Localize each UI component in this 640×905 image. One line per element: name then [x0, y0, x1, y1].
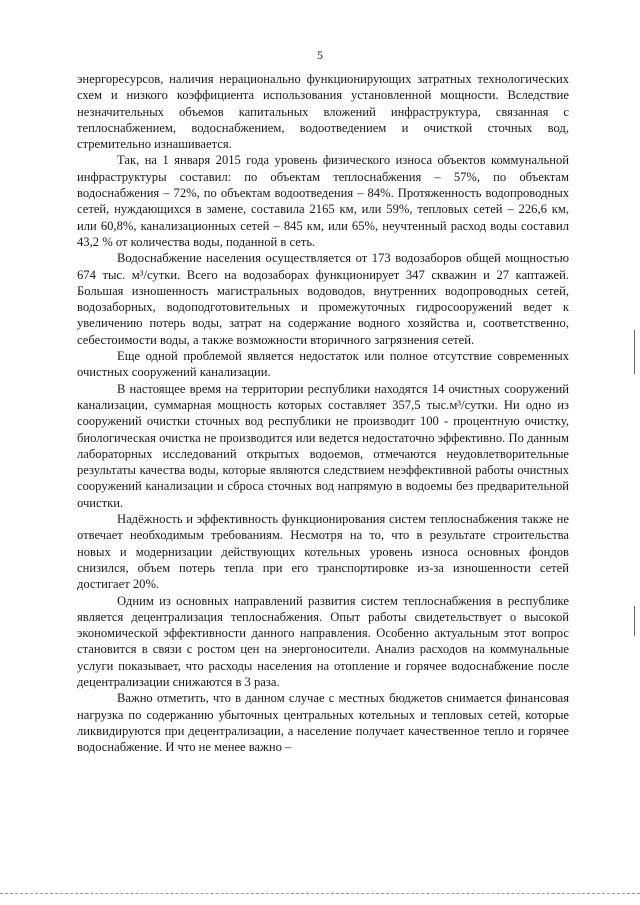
body-text — [77, 71, 569, 755]
paragraph-treatment-problem: Еще одной проблемой является недостаток или полное отсутствие современных очистных сооружений канализации. — [77, 349, 569, 380]
paragraph-heat-reliability: Надёжность и эффективность функционирования систем теплоснабжения также не отвечает необходимым требованиям. Несмотря на то, что в результате строительства новых и модернизации действующих котельных уровень износа основных фондов снизился, объем потерь тепла при его транспортировке из-за изношенности сетей достигает 20%. — [77, 512, 569, 592]
scan-edge-mark — [634, 330, 635, 374]
scan-edge-mark — [634, 606, 635, 636]
paragraph-water-supply: Водоснабжение населения осуществляется от 173 водозаборов общей мощностью 674 тыс. м³/сутки. Всего на водозаборах функционирует 347 скважин и 27 каптажей. Большая изношенность магистральных водоводов, внутренних водопроводных сетей, водозаборных, водоподготовительных и промежуточных гидросооружений ведет к увеличению потерь воды, затрат на содержание водного хозяйства и, соответственно, себестоимости воды, а также возможности вторичного загрязнения сетей. — [77, 251, 569, 347]
scan-bottom-edge — [0, 893, 640, 894]
page-number: 5 — [317, 48, 323, 62]
paragraph-decentralization: Одним из основных направлений развития систем теплоснабжения в республике является децентрализация теплоснабжения. Опыт работы свидетельствует о высокой экономической эффективности данного направления. Особенно актуальным этот вопрос становится в связи с ростом цен на энергоносители. Анализ расходов на коммунальные услуги показывает, что расходы населения на отопление и горячее водоснабжение после децентрализации снижаются в 3 раза. — [77, 593, 569, 689]
paragraph-sewage-facilities: В настоящее время на территории республики находятся 14 очистных сооружений канализации, суммарная мощность которых составляет 357,5 тыс.м³/сутки. Ни одно из сооружений очистки сточных вод республики не производит 100 - процентную очистку, биологическая очистка не производится или ведется недостаточно эффективно. По данным лабораторных исследований открытых водоемов, отмечаются неудовлетворительные результаты качества воды, которые являются следствием неэффективной работы очистных сооружений канализации и сброса сточных вод напрямую в водоемы без предварительной очистки. — [77, 381, 569, 510]
paragraph-physical-wear: Так, на 1 января 2015 года уровень физического износа объектов коммунальной инфраструктуры составил: по объектам теплоснабжения – 57%, по объектам водоснабжения – 72%, по объектам водоотведения – 84%. Протяженность водопроводных сетей, нуждающихся в замене, составила 2165 км, или 59%, тепловых сетей – 226,6 км, или 60,8%, канализационных сетей – 845 км, или 65%, неучтенный расход воды составил 43,2 % от количества воды, поданной в сеть. — [77, 153, 569, 249]
paragraph-budget-relief: Важно отметить, что в данном случае с местных бюджетов снимается финансовая нагрузка по содержанию убыточных центральных котельных и тепловых сетей, которые ликвидируются при децентрализации, а население получает качественное тепло и горячее водоснабжение. И что не менее важно – — [77, 691, 569, 755]
paragraph-continuation: энергоресурсов, наличия нерационально функционирующих затратных технологических схем и низкого коэффициента использования установленной мощности. Вследствие незначительных объемов капитальных вложений инфраструктура, связанная с теплоснабжением, водоснабжением, водоотведением и очисткой сточных вод, стремительно изнашивается. — [77, 72, 569, 152]
